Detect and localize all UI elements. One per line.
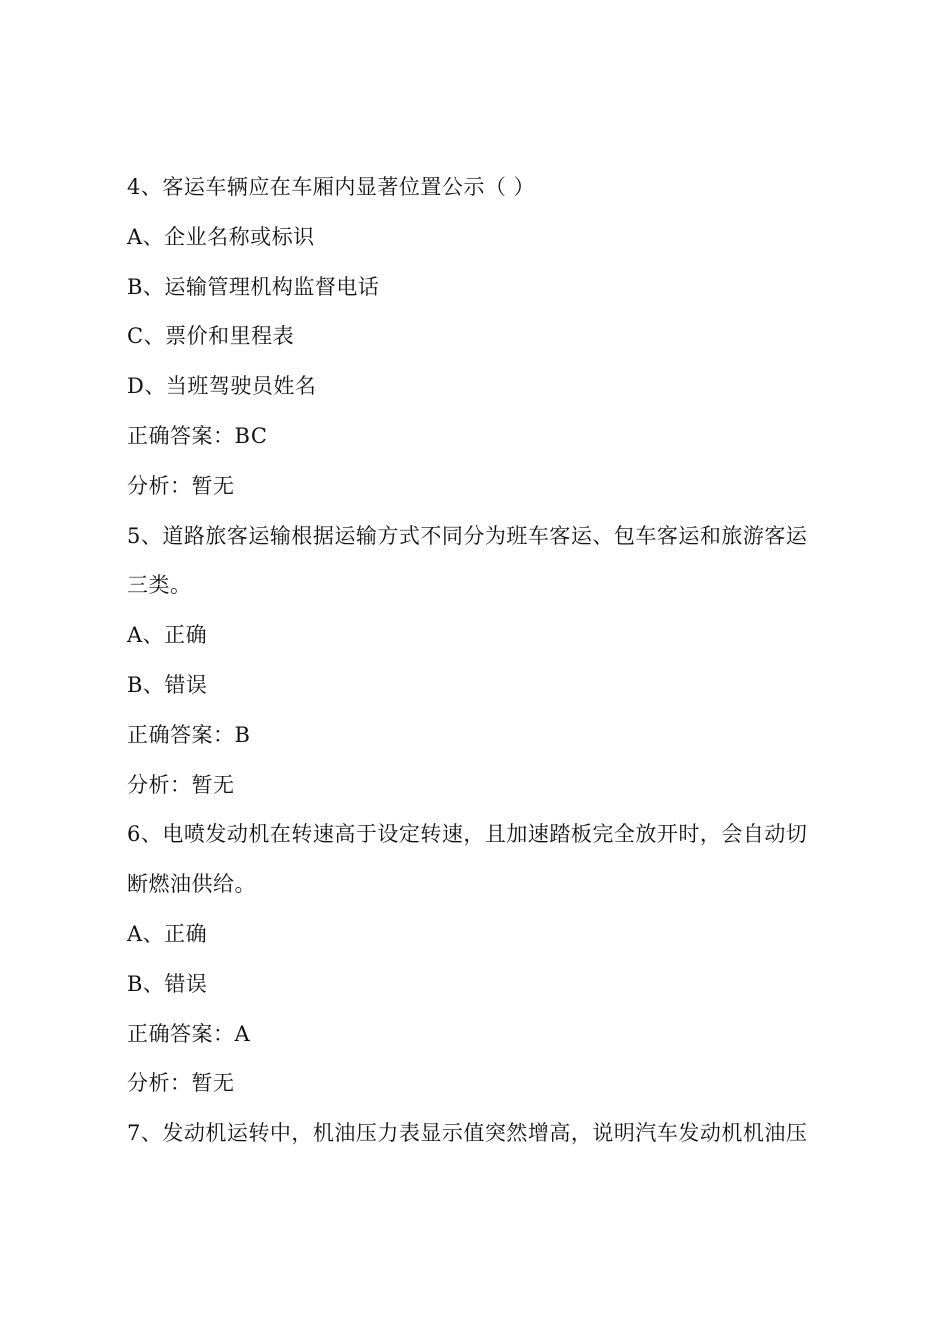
question-6	[127, 810, 837, 1109]
analysis: 分析：暂无	[127, 1071, 235, 1096]
option-a: A、企业名称或标识	[127, 224, 315, 249]
question-4	[127, 163, 837, 512]
option-c: C、票价和里程表	[127, 324, 295, 349]
question-text: 6、电喷发动机在转速高于设定转速，且加速踏板完全放开时，会自动切	[127, 822, 808, 847]
option-b: B、错误	[127, 672, 208, 697]
correct-answer: 正确答案：BC	[127, 423, 268, 448]
option-b: B、运输管理机构监督电话	[127, 274, 380, 299]
question-text: 5、道路旅客运输根据运输方式不同分为班车客运、包车客运和旅游客运	[127, 523, 808, 548]
analysis: 分析：暂无	[127, 473, 235, 498]
document-page	[127, 163, 837, 1159]
correct-answer: 正确答案：B	[127, 722, 251, 747]
question-text-continued: 断燃油供给。	[127, 872, 256, 897]
question-text: 7、发动机运转中，机油压力表显示值突然增高，说明汽车发动机机油压	[127, 1121, 808, 1146]
question-text-continued: 三类。	[127, 573, 192, 598]
correct-answer: 正确答案：A	[127, 1021, 251, 1046]
option-b: B、错误	[127, 971, 208, 996]
question-text: 4、客运车辆应在车厢内显著位置公示（ ）	[127, 175, 536, 199]
analysis: 分析：暂无	[127, 772, 235, 797]
option-a: A、正确	[127, 623, 208, 648]
option-d: D、当班驾驶员姓名	[127, 374, 317, 399]
question-5	[127, 512, 837, 811]
option-a: A、正确	[127, 921, 208, 946]
question-7	[127, 1109, 837, 1159]
